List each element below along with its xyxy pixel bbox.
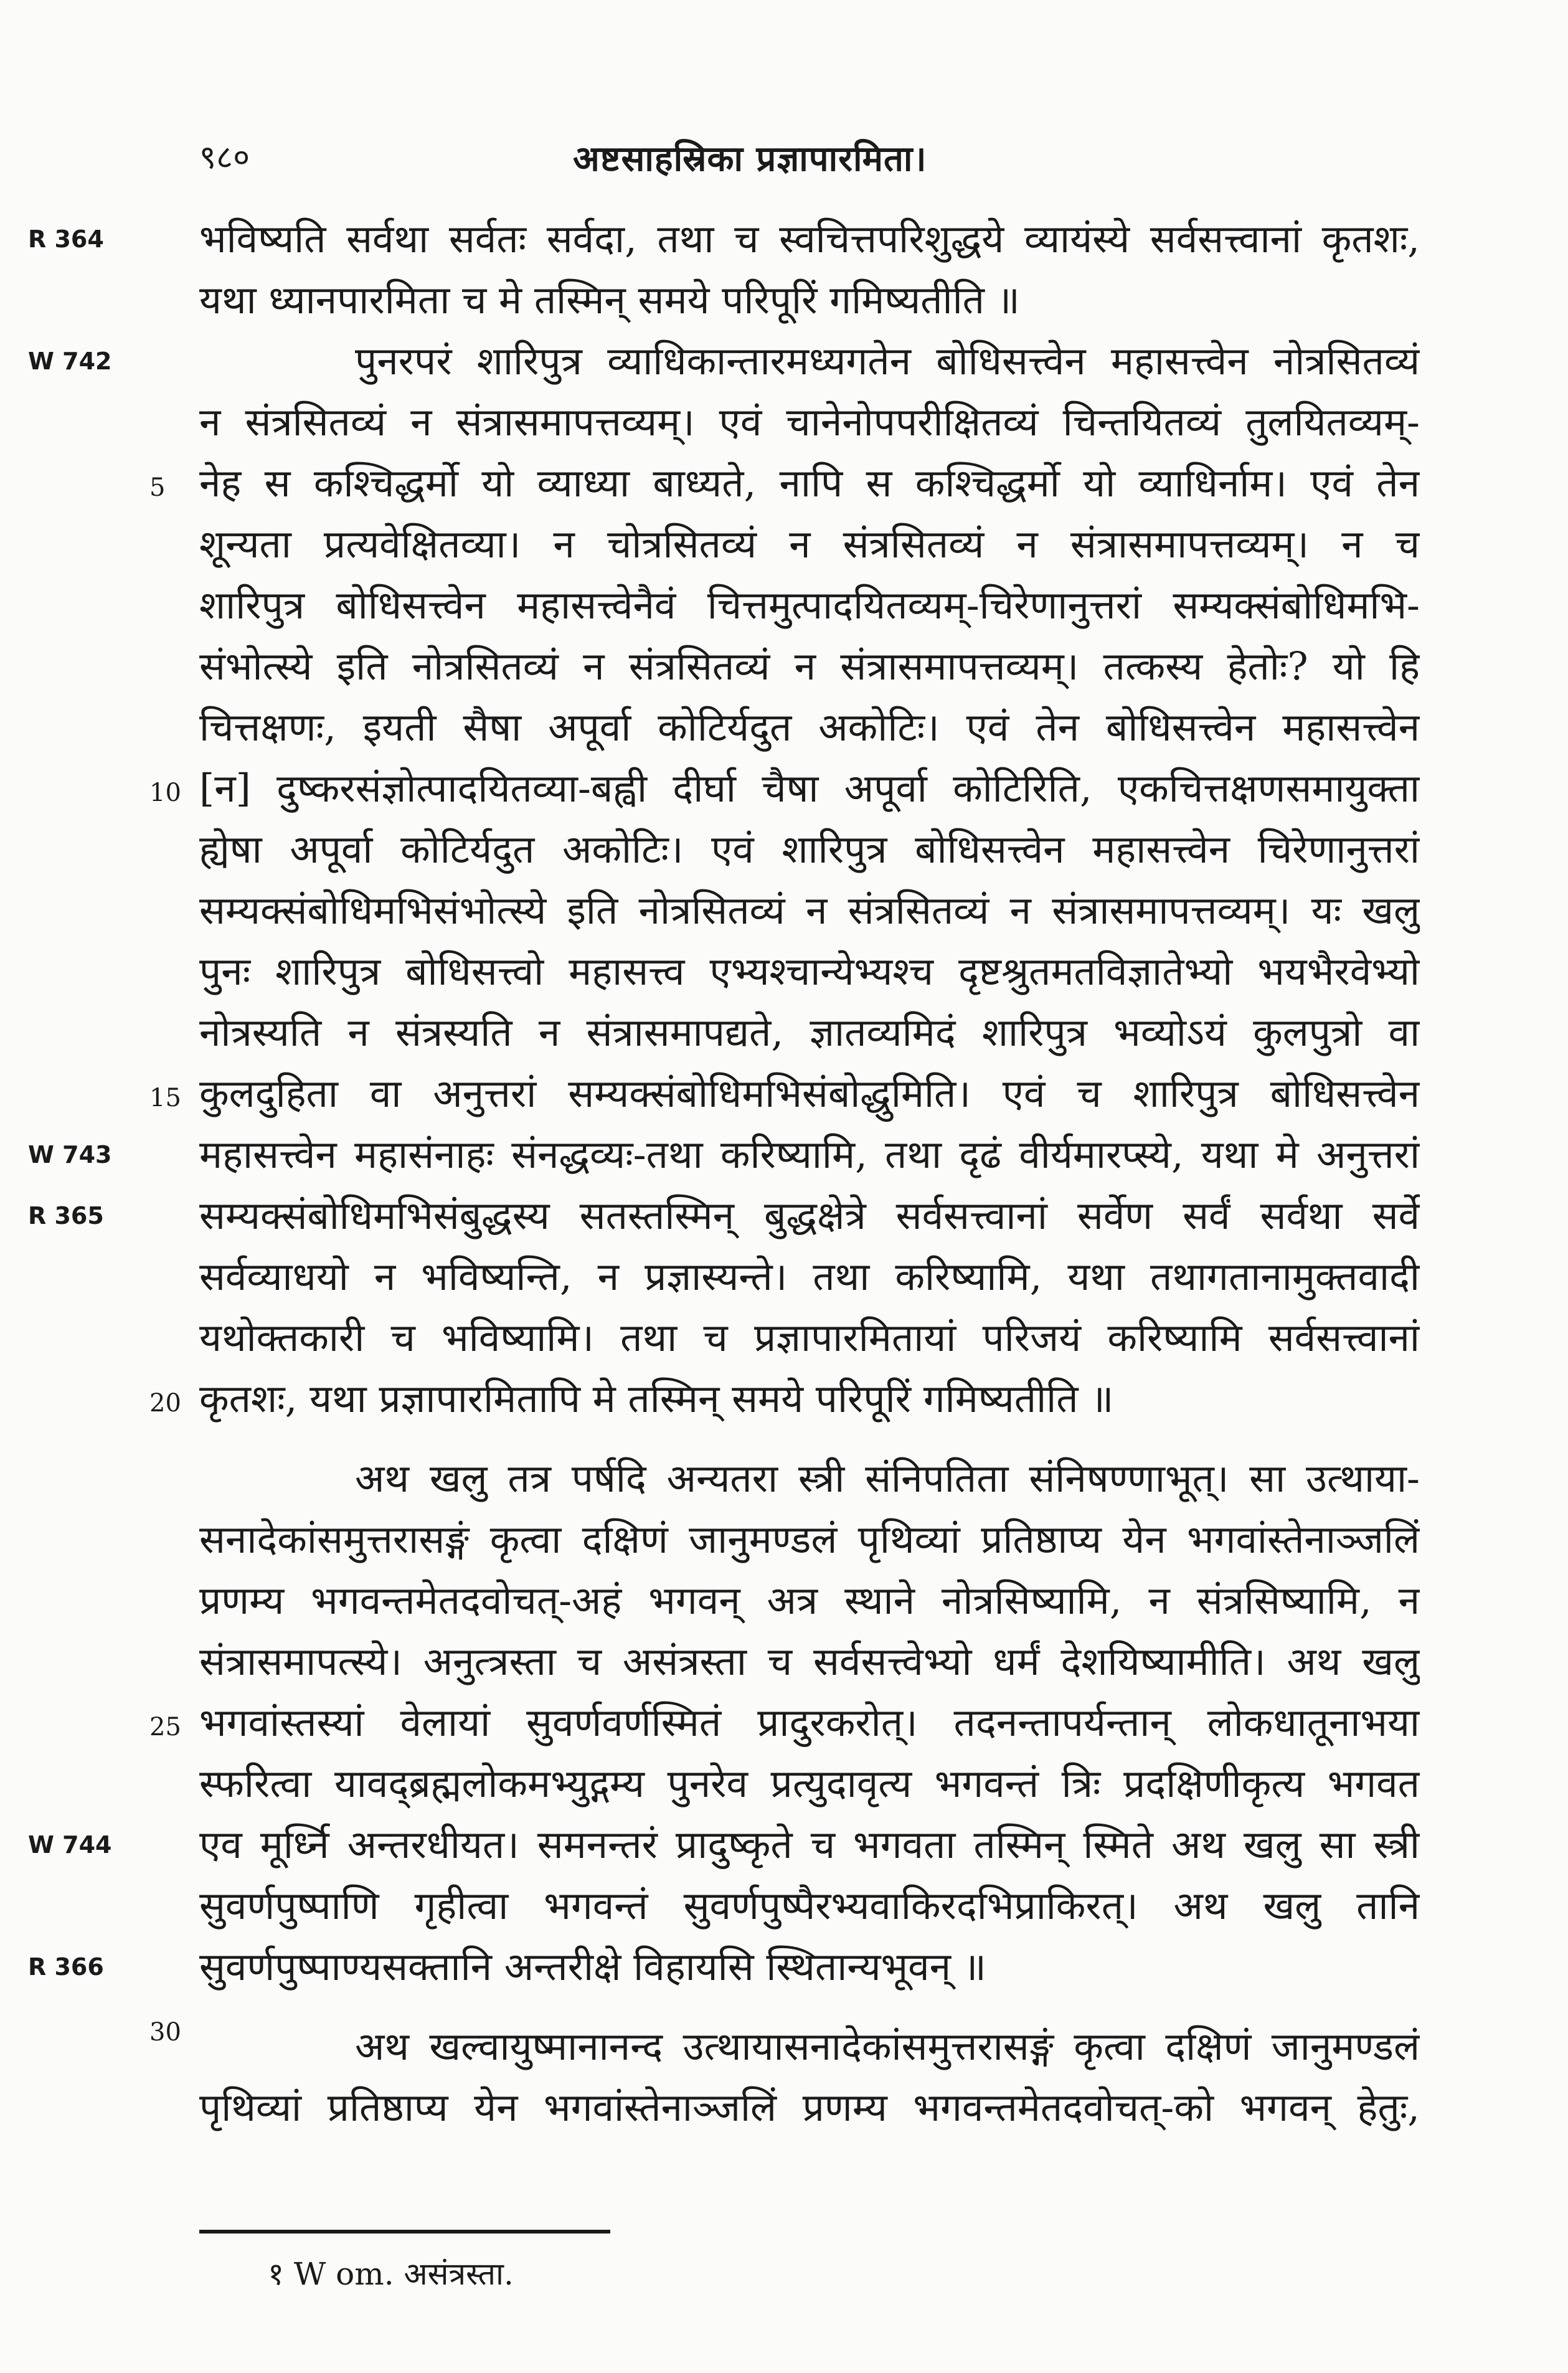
margin-ref-r364: R 364 xyxy=(28,225,104,253)
running-title: अष्टसाहस्रिका प्रज्ञापारमिता। xyxy=(573,138,927,179)
page-number: ९८० xyxy=(199,139,250,176)
text-line: संभोत्स्ये इति नोत्रसितव्यं न संत्रसितव्यं न संत्रासमापत्तव्यम्। तत्कस्य हेतोः? यो हि xyxy=(199,643,1420,689)
text-line: शारिपुत्र बोधिसत्त्वेन महासत्त्वेनैवं चित्तमुत्पादयितव्यम्-चिरेणानुत्तरां सम्यक्संबोधिमभि- xyxy=(199,582,1420,628)
text-line: नेह स कश्चिद्धर्मो यो व्याध्या बाध्यते, नापि स कश्चिद्धर्मो यो व्याधिर्नाम। एवं तेन xyxy=(199,460,1420,506)
footnote-rule xyxy=(199,2230,610,2233)
margin-ref-w742: W 742 xyxy=(28,348,112,375)
footnote: १ W om. असंत्रस्ता. xyxy=(268,2256,514,2292)
line-number-10: 10 xyxy=(149,779,181,807)
text-line: संत्रासमापत्स्ये। अनुत्त्रस्ता च असंत्रस्ता च सर्वसत्त्वेभ्यो धर्मं देशयिष्यामीति। अथ खलु xyxy=(199,1639,1420,1684)
text-line: कुलदुहिता वा अनुत्तरां सम्यक्संबोधिमभिसंबोद्धुमिति। एवं च शारिपुत्र बोधिसत्त्वेन xyxy=(199,1071,1420,1116)
text-line: यथोक्तकारी च भविष्यामि। तथा च प्रज्ञापारमितायां परिजयं करिष्यामि सर्वसत्त्वानां xyxy=(199,1315,1420,1360)
text-line: सुवर्णपुष्पाणि गृहीत्वा भगवन्तं सुवर्णपुष्पैरभ्यवाकिरदभिप्राकिरत्। अथ खलु तानि xyxy=(199,1883,1420,1928)
main-text xyxy=(199,209,1420,2138)
text-line: महासत्त्वेन महासंनाहः संनद्धव्यः-तथा करिष्यामि, तथा दृढं वीर्यमारप्स्ये, यथा मे अनुत्तरां xyxy=(199,1132,1420,1177)
text-line: प्रणम्य भगवन्तमेतदवोचत्-अहं भगवन् अत्र स्थाने नोत्रसिष्यामि, न संत्रसिष्यामि, न xyxy=(199,1578,1420,1623)
text-line: पुनरपरं शारिपुत्र व्याधिकान्तारमध्यगतेन बोधिसत्त्वेन महासत्त्वेन नोत्रसितव्यं xyxy=(355,338,1420,384)
text-line: सर्वव्याधयो न भविष्यन्ति, न प्रज्ञास्यन्ते। तथा करिष्यामि, यथा तथागतानामुक्तवादी xyxy=(199,1254,1420,1299)
line-number-15: 15 xyxy=(149,1084,181,1112)
line-number-20: 20 xyxy=(149,1389,181,1418)
text-line: कृतशः, यथा प्रज्ञापारमितापि मे तस्मिन् समये परिपूरिं गमिष्यतीति ॥ xyxy=(199,1376,1114,1421)
line-number-30: 30 xyxy=(149,2018,181,2047)
text-line: यथा ध्यानपारमिता च मे तस्मिन् समये परिपूरिं गमिष्यतीति ॥ xyxy=(199,277,1020,323)
text-line: अथ खलु तत्र पर्षदि अन्यतरा स्त्री संनिपतिता संनिषण्णाभूत्। सा उत्थाया- xyxy=(355,1456,1420,1501)
text-line: सनादेकांसमुत्तरासङ्गं कृत्वा दक्षिणं जानुमण्डलं पृथिव्यां प्रतिष्ठाप्य येन भगवांस्तेनाञ्जलिं xyxy=(199,1517,1420,1562)
margin-ref-r365: R 365 xyxy=(28,1202,104,1229)
line-number-5: 5 xyxy=(149,473,166,502)
text-line: शून्यता प्रत्यवेक्षितव्या। न चोत्रसितव्यं न संत्रसितव्यं न संत्रासमापत्तव्यम्। न च xyxy=(199,521,1420,567)
text-line: पृथिव्यां प्रतिष्ठाप्य येन भगवांस्तेनाञ्जलिं प्रणम्य भगवन्तमेतदवोचत्-को भगवन् हेतुः, xyxy=(199,2085,1420,2130)
text-line: भगवांस्तस्यां वेलायां सुवर्णवर्णस्मितं प्रादुरकरोत्। तदनन्तापर्यन्तान् लोकधातूनाभया xyxy=(199,1700,1420,1745)
text-line: स्फरित्वा यावद्ब्रह्मलोकमभ्युद्गम्य पुनरेव प्रत्युदावृत्य भगवन्तं त्रिः प्रदक्षिणीकृत्य भगवत xyxy=(199,1761,1420,1806)
text-line: न संत्रसितव्यं न संत्रासमापत्तव्यम्। एवं चानेनोपपरीक्षितव्यं चिन्तयितव्यं तुलयितव्यम्- xyxy=(199,399,1420,445)
margin-ref-w743: W 743 xyxy=(28,1141,112,1168)
page-header xyxy=(199,134,1382,184)
text-line: सम्यक्संबोधिमभिसंभोत्स्ये इति नोत्रसितव्यं न संत्रसितव्यं न संत्रासमापत्तव्यम्। यः खलु xyxy=(199,888,1420,933)
text-line: पुनः शारिपुत्र बोधिसत्त्वो महासत्त्व एभ्यश्चान्येभ्यश्च दृष्टश्रुतमतविज्ञातेभ्यो भयभैरवेभ्यो xyxy=(199,949,1420,994)
text-line: सुवर्णपुष्पाण्यसक्तानि अन्तरीक्षे विहायसि स्थितान्यभूवन् ॥ xyxy=(199,1944,986,1989)
text-line: नोत्रस्यति न संत्रस्यति न संत्रासमापद्यते, ज्ञातव्यमिदं शारिपुत्र भव्योऽयं कुलपुत्रो वा xyxy=(199,1010,1420,1055)
text-line: भविष्यति सर्वथा सर्वतः सर्वदा, तथा च स्वचित्तपरिशुद्धये व्यायंस्ये सर्वसत्त्वानां कृतशः, xyxy=(199,216,1420,262)
text-line: अथ खल्वायुष्मानानन्द उत्थायासनादेकांसमुत्तरासङ्गं कृत्वा दक्षिणं जानुमण्डलं xyxy=(355,2024,1420,2069)
text-line: चित्तक्षणः, इयती सैषा अपूर्वा कोटिर्यदुत अकोटिः। एवं तेन बोधिसत्त्वेन महासत्त्वेन xyxy=(199,704,1420,750)
margin-ref-w744: W 744 xyxy=(28,1831,112,1859)
margin-ref-r366: R 366 xyxy=(28,1953,104,1981)
line-number-25: 25 xyxy=(149,1713,181,1741)
text-line: सम्यक्संबोधिमभिसंबुद्धस्य सतस्तस्मिन् बुद्धक्षेत्रे सर्वसत्त्वानां सर्वेण सर्वं सर्वथा सर्वे xyxy=(199,1193,1420,1238)
text-line: ह्येषा अपूर्वा कोटिर्यदुत अकोटिः। एवं शारिपुत्र बोधिसत्त्वेन महासत्त्वेन चिरेणानुत्तरां xyxy=(199,827,1420,872)
text-line: एव मूर्ध्नि अन्तरधीयत। समनन्तरं प्रादुष्कृते च भगवता तस्मिन् स्मिते अथ खलु सा स्त्री xyxy=(199,1822,1420,1867)
text-line: [न] दुष्करसंज्ञोत्पादयितव्या-बह्वी दीर्घा चैषा अपूर्वा कोटिरिति, एकचित्तक्षणसमायुक्ता xyxy=(199,765,1420,811)
